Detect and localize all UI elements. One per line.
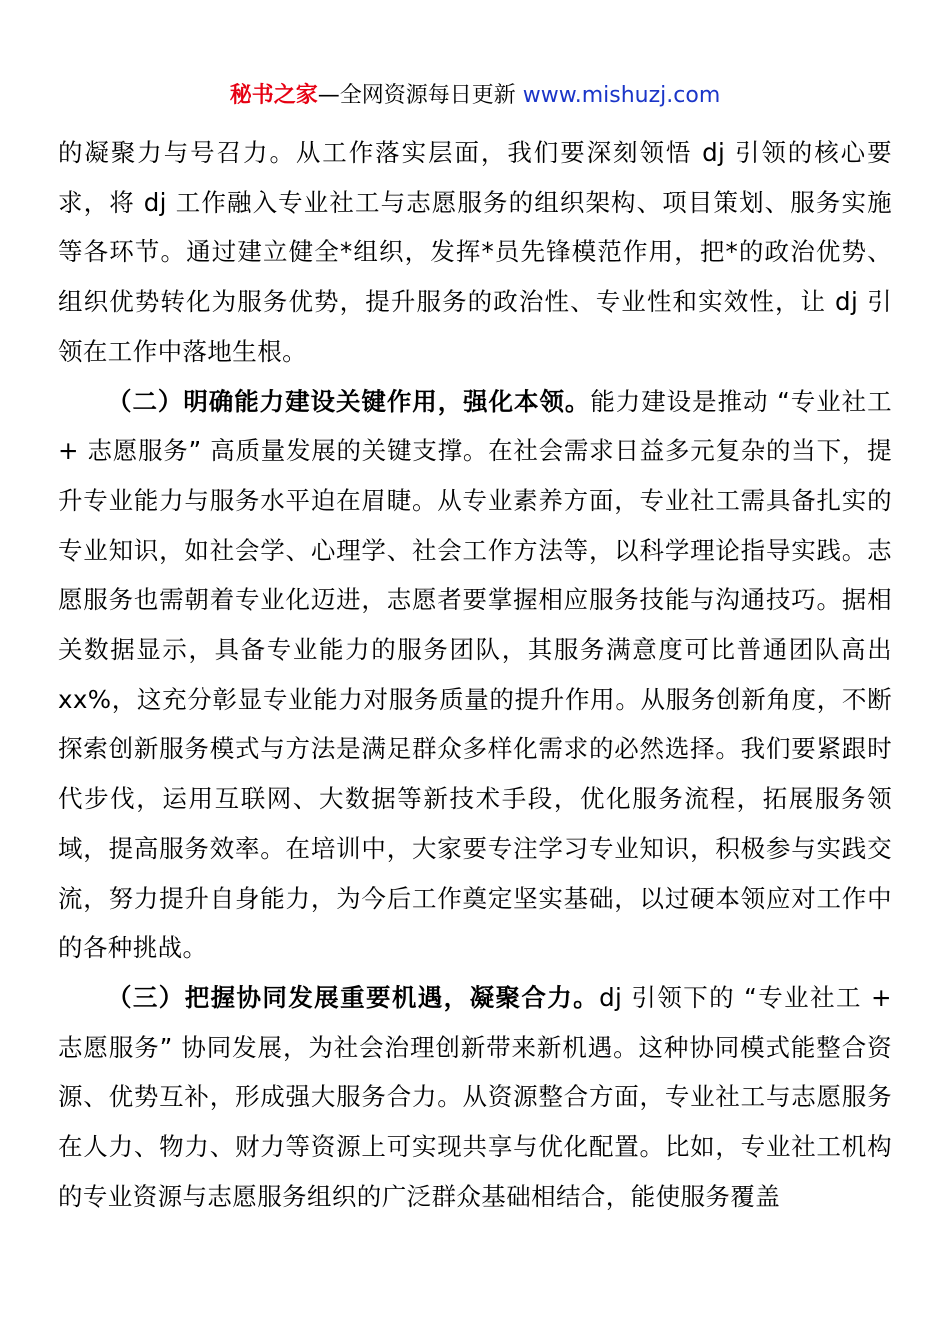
document-body: [58, 128, 892, 1221]
paragraph-1-text: 的凝聚力与号召力。从工作落实层面，我们要深刻领悟 dj 引领的核心要求，将 dj 工作融入专业社工与志愿服务的组织架构、项目策划、服务实施等各环节。通过建立健全*组织，发挥*员先锋模范作用，把*的政治优势、组织优势转化为服务优势，提升服务的政治性、专业性和实效性，让 dj 引领在工作中落地生根。: [58, 138, 892, 366]
paragraph-2-heading: （二）明确能力建设关键作用，强化本领。: [107, 386, 591, 416]
paragraph-3-heading: （三）把握协同发展重要机遇，凝聚合力。: [107, 982, 600, 1012]
header-site-link[interactable]: www.mishuzj.com: [522, 83, 721, 108]
page-header: [0, 80, 950, 112]
paragraph-1: [58, 128, 892, 377]
paragraph-3-text: dj 引领下的 “专业社工 + 志愿服务” 协同发展，为社会治理创新带来新机遇。这种协同模式能整合资源、优势互补，形成强大服务合力。从资源整合方面，专业社工与志愿服务在人力、物力、财力等资源上可实现共享与优化配置。比如，专业社工机构的专业资源与志愿服务组织的广泛群众基础相结合，能使服务覆盖: [58, 982, 892, 1211]
paragraph-2: [58, 377, 892, 973]
header-brand: 秘书之家: [229, 83, 318, 108]
paragraph-2-text: 能力建设是推动 “专业社工 + 志愿服务” 高质量发展的关键支撑。在社会需求日益多元复杂的当下，提升专业能力与服务水平迫在眉睫。从专业素养方面，专业社工需具备扎实的专业知识，如社会学、心理学、社会工作方法等，以科学理论指导实践。志愿服务也需朝着专业化迈进，志愿者要掌握相应服务技能与沟通技巧。据相关数据显示，具备专业能力的服务团队，其服务满意度可比普通团队高出 xx%，这充分彰显专业能力对服务质量的提升作用。从服务创新角度，不断探索创新服务模式与方法是满足群众多样化需求的必然选择。我们要紧跟时代步伐，运用互联网、大数据等新技术手段，优化服务流程，拓展服务领域，提高服务效率。在培训中，大家要专注学习专业知识，积极参与实践交流，努力提升自身能力，为今后工作奠定坚实基础，以过硬本领应对工作中的各种挑战。: [58, 386, 892, 963]
paragraph-3: [58, 973, 892, 1222]
header-tagline: —全网资源每日更新: [317, 83, 523, 108]
